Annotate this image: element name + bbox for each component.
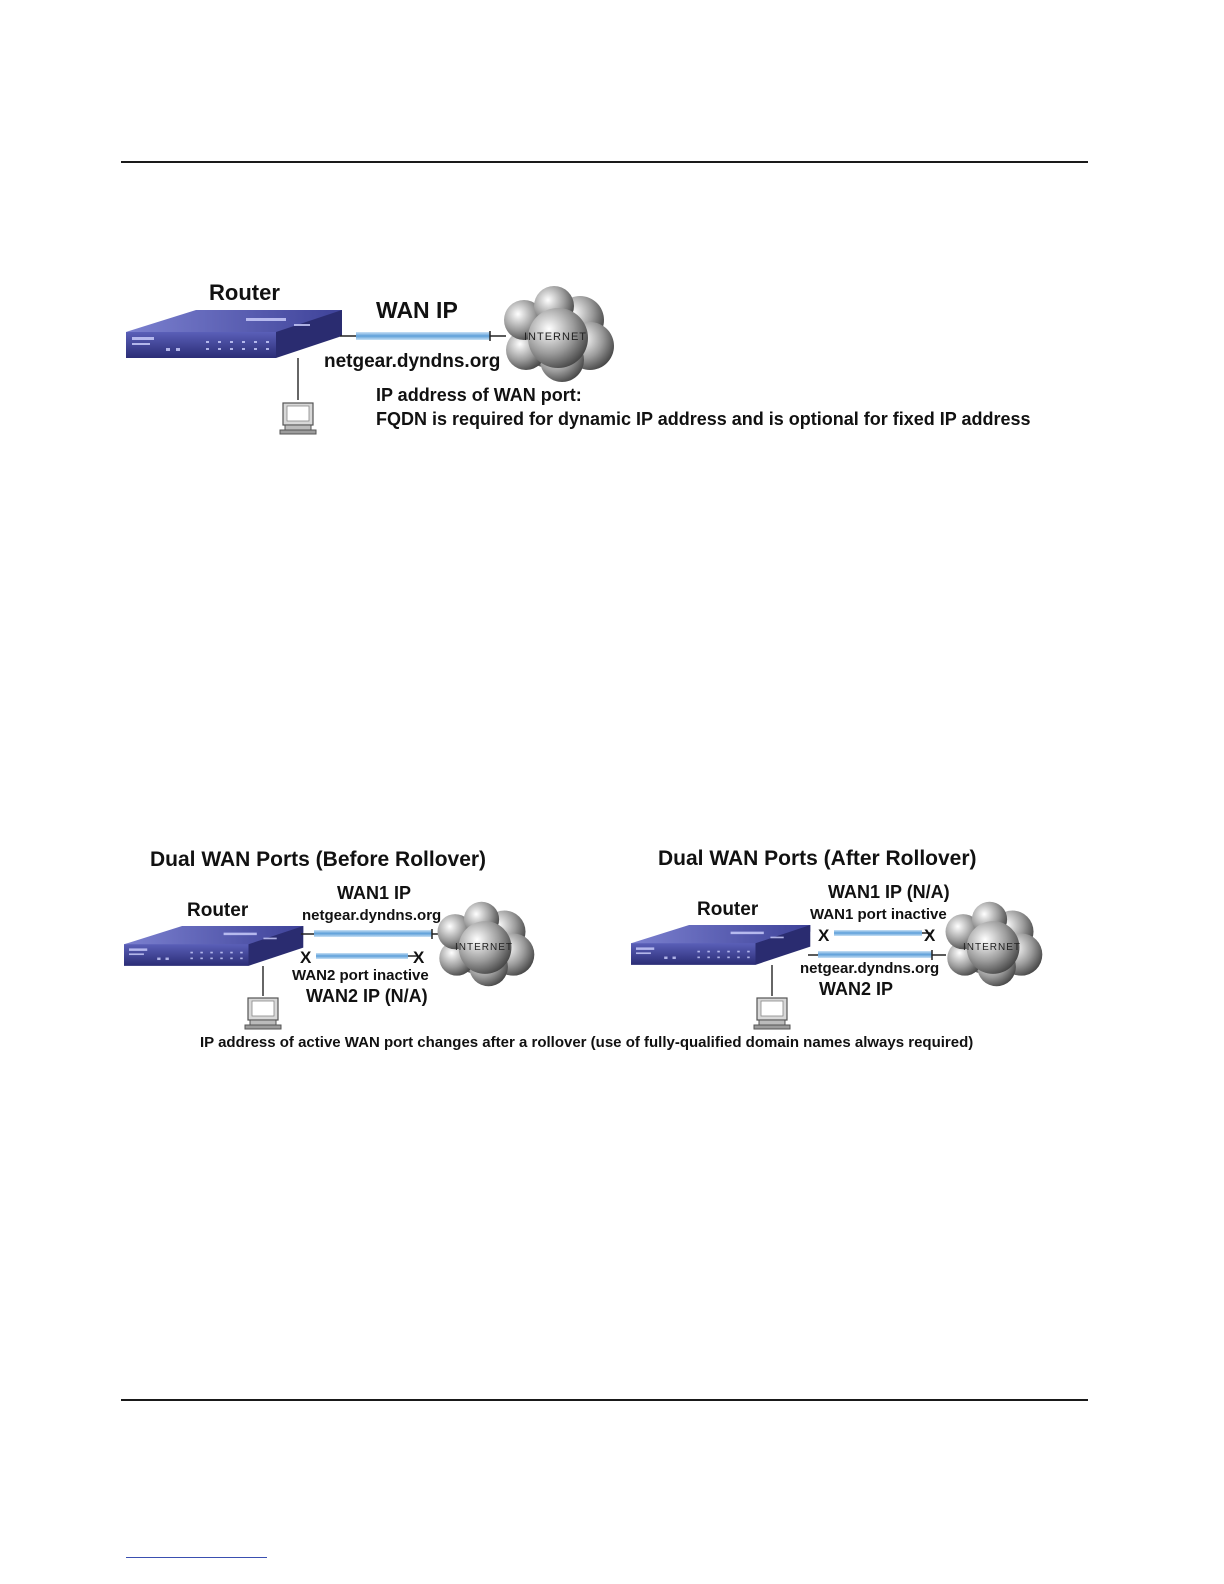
computer-icon — [245, 998, 281, 1029]
diagram-single-wan — [126, 280, 1031, 434]
router-icon — [124, 926, 303, 969]
router-icon — [631, 925, 810, 968]
cloud-label: INTERNET — [963, 942, 1021, 953]
caption-line-2: FQDN is required for dynamic IP address and is optional for fixed IP address — [376, 409, 1031, 429]
wan2-link — [316, 953, 408, 959]
diagram-title-before: Dual WAN Ports (Before Rollover) — [150, 848, 487, 871]
wan1-x-mark-right: X — [924, 926, 936, 945]
diagram-after-rollover — [631, 847, 1042, 1029]
wan2-link — [818, 951, 932, 958]
router-label: Router — [209, 280, 280, 305]
wan2-label: WAN2 IP — [819, 979, 894, 999]
rollover-caption: IP address of active WAN port changes after a rollover (use of fully-qualified domain names always required) — [200, 1034, 974, 1051]
wan1-label: WAN1 IP — [337, 883, 412, 903]
wan-ip-label: WAN IP — [376, 297, 458, 323]
wan1-status: WAN1 port inactive — [810, 906, 947, 923]
diagram-title-after: Dual WAN Ports (After Rollover) — [658, 847, 977, 870]
wan-link — [356, 332, 490, 340]
wan1-link — [834, 930, 922, 936]
computer-icon — [280, 403, 316, 434]
wan2-label: WAN2 IP (N/A) — [306, 986, 428, 1006]
wan2-status: WAN2 port inactive — [292, 967, 429, 984]
wan1-domain: netgear.dyndns.org — [302, 907, 442, 924]
caption-line-1: IP address of WAN port: — [376, 385, 582, 405]
router-label: Router — [697, 899, 759, 920]
wan1-link — [314, 930, 432, 937]
diagram-before-rollover — [124, 848, 534, 1029]
cloud-label: INTERNET — [524, 331, 587, 343]
wan1-x-mark-left: X — [818, 926, 830, 945]
wan2-x-mark-left: X — [300, 948, 312, 967]
wan1-label: WAN1 IP (N/A) — [828, 882, 950, 902]
router-label: Router — [187, 900, 249, 921]
router-icon — [126, 310, 342, 362]
wan2-domain: netgear.dyndns.org — [800, 960, 940, 977]
computer-icon — [754, 998, 790, 1029]
cloud-label: INTERNET — [455, 942, 513, 953]
wan2-x-mark-right: X — [413, 948, 425, 967]
domain-label: netgear.dyndns.org — [324, 351, 501, 372]
